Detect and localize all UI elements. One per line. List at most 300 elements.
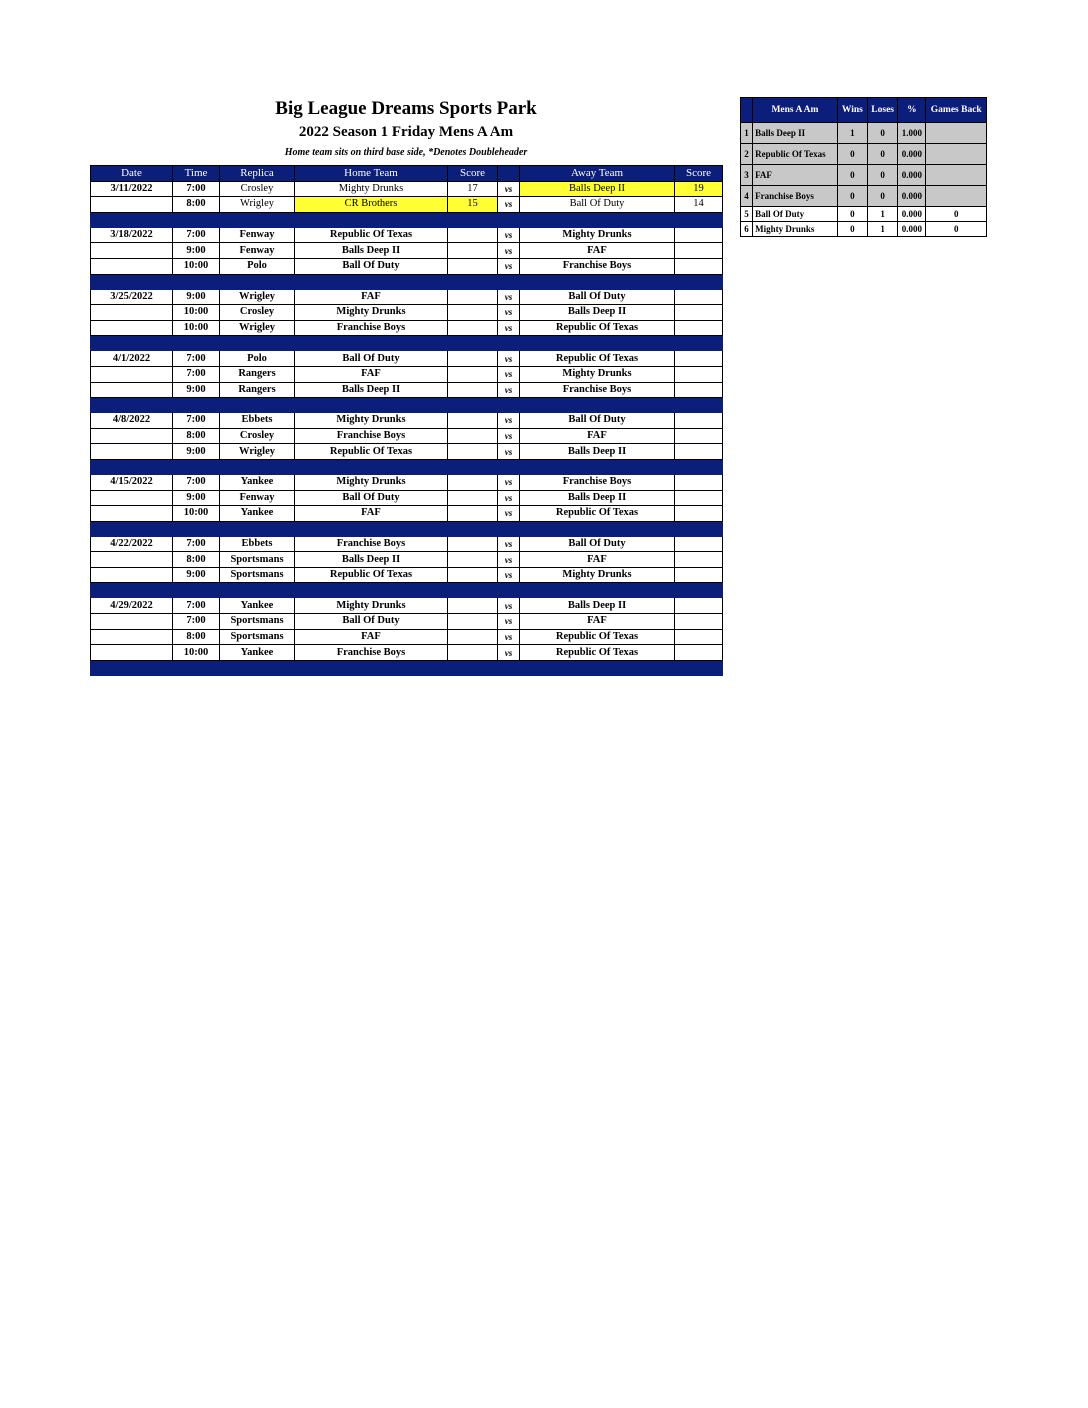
home-score: [448, 506, 498, 522]
separator-cell: [675, 212, 723, 227]
standing-rank: 3: [741, 165, 753, 186]
separator-cell: [173, 274, 220, 289]
schedule-row: [91, 614, 723, 630]
separator-cell: [173, 336, 220, 351]
separator-cell: [520, 336, 675, 351]
game-date: 3/18/2022: [91, 227, 173, 243]
away-team: Balls Deep II: [520, 490, 675, 506]
vs-label: vs: [498, 305, 520, 321]
col-home-team-header: Home Team: [295, 166, 448, 182]
separator-cell: [520, 398, 675, 413]
separator-cell: [675, 274, 723, 289]
away-team: Franchise Boys: [520, 258, 675, 274]
separator-cell: [498, 336, 520, 351]
separator-cell: [91, 459, 173, 474]
game-date: [91, 258, 173, 274]
game-date: [91, 243, 173, 259]
col-away-team-header: Away Team: [520, 166, 675, 182]
vs-label: vs: [498, 629, 520, 645]
game-date: [91, 614, 173, 630]
game-date: [91, 428, 173, 444]
game-date: [91, 506, 173, 522]
separator-cell: [448, 398, 498, 413]
game-time: 9:00: [173, 382, 220, 398]
away-team: Balls Deep II: [520, 444, 675, 460]
separator-cell: [91, 521, 173, 536]
game-replica: Fenway: [220, 227, 295, 243]
home-team: Mighty Drunks: [295, 181, 448, 197]
standing-games-back: [926, 144, 987, 165]
standing-rank: 4: [741, 186, 753, 207]
standing-rank: 5: [741, 207, 753, 222]
separator-cell: [173, 459, 220, 474]
standing-wins: 0: [837, 186, 867, 207]
standing-team: FAF: [753, 165, 838, 186]
away-score: [675, 490, 723, 506]
schedule-row: [91, 552, 723, 568]
home-team: FAF: [295, 289, 448, 305]
away-team: Ball Of Duty: [520, 197, 675, 213]
vs-label: vs: [498, 197, 520, 213]
separator-cell: [498, 660, 520, 675]
away-score: 14: [675, 197, 723, 213]
away-team: Franchise Boys: [520, 382, 675, 398]
home-score: [448, 351, 498, 367]
game-date: [91, 305, 173, 321]
separator-cell: [448, 660, 498, 675]
vs-label: vs: [498, 351, 520, 367]
separator-cell: [173, 521, 220, 536]
away-team: Mighty Drunks: [520, 227, 675, 243]
standing-games-back: [926, 123, 987, 144]
home-score: [448, 428, 498, 444]
away-score: [675, 614, 723, 630]
game-time: 9:00: [173, 490, 220, 506]
home-score: [448, 320, 498, 336]
vs-label: vs: [498, 614, 520, 630]
schedule-row: [91, 366, 723, 382]
standings-table: [740, 97, 987, 237]
standing-pct: 0.000: [898, 186, 926, 207]
away-team: Ball Of Duty: [520, 536, 675, 552]
home-score: 15: [448, 197, 498, 213]
home-score: 17: [448, 181, 498, 197]
game-date: [91, 444, 173, 460]
vs-label: vs: [498, 382, 520, 398]
away-score: [675, 645, 723, 661]
game-date: 4/15/2022: [91, 474, 173, 490]
away-score: [675, 305, 723, 321]
game-replica: Polo: [220, 351, 295, 367]
col-away-score-header: Score: [675, 166, 723, 182]
standings-row: [741, 186, 987, 207]
game-time: 9:00: [173, 243, 220, 259]
game-date: 4/8/2022: [91, 413, 173, 429]
week-separator-row: [91, 398, 723, 413]
schedule-row: [91, 243, 723, 259]
separator-cell: [675, 398, 723, 413]
separator-cell: [498, 212, 520, 227]
game-time: 10:00: [173, 258, 220, 274]
separator-cell: [675, 336, 723, 351]
game-replica: Sportsmans: [220, 614, 295, 630]
game-date: [91, 197, 173, 213]
separator-cell: [675, 459, 723, 474]
game-time: 8:00: [173, 629, 220, 645]
standing-pct: 0.000: [898, 165, 926, 186]
home-score: [448, 289, 498, 305]
separator-cell: [498, 459, 520, 474]
separator-cell: [448, 459, 498, 474]
vs-label: vs: [498, 320, 520, 336]
separator-cell: [91, 583, 173, 598]
away-team: Republic Of Texas: [520, 629, 675, 645]
separator-cell: [220, 336, 295, 351]
home-team: Ball Of Duty: [295, 351, 448, 367]
vs-label: vs: [498, 444, 520, 460]
schedule-row: [91, 536, 723, 552]
schedule-row: [91, 181, 723, 197]
game-date: [91, 629, 173, 645]
home-team: Republic Of Texas: [295, 567, 448, 583]
week-separator-row: [91, 521, 723, 536]
away-score: [675, 382, 723, 398]
home-team: Franchise Boys: [295, 645, 448, 661]
vs-label: vs: [498, 243, 520, 259]
home-team: Mighty Drunks: [295, 474, 448, 490]
away-score: [675, 227, 723, 243]
away-score: [675, 258, 723, 274]
standings-games-back-header: Games Back: [926, 98, 987, 123]
home-score: [448, 536, 498, 552]
home-score: [448, 598, 498, 614]
separator-cell: [520, 274, 675, 289]
separator-cell: [448, 274, 498, 289]
game-date: [91, 490, 173, 506]
home-team: Balls Deep II: [295, 382, 448, 398]
week-separator-row: [91, 274, 723, 289]
standing-team: Ball Of Duty: [753, 207, 838, 222]
home-team: Mighty Drunks: [295, 598, 448, 614]
game-time: 10:00: [173, 305, 220, 321]
game-time: 10:00: [173, 506, 220, 522]
schedule-note: Home team sits on third base side, *Denotes Doubleheader: [284, 147, 528, 158]
vs-label: vs: [498, 536, 520, 552]
vs-label: vs: [498, 428, 520, 444]
game-time: 7:00: [173, 351, 220, 367]
schedule-table: [90, 165, 723, 676]
standings-loses-header: Loses: [868, 98, 898, 123]
vs-label: vs: [498, 181, 520, 197]
home-score: [448, 413, 498, 429]
separator-cell: [448, 212, 498, 227]
away-score: [675, 629, 723, 645]
away-team: FAF: [520, 552, 675, 568]
separator-cell: [220, 459, 295, 474]
home-score: [448, 645, 498, 661]
home-team: Republic Of Texas: [295, 444, 448, 460]
schedule-row: [91, 629, 723, 645]
home-score: [448, 305, 498, 321]
separator-cell: [448, 336, 498, 351]
game-time: 7:00: [173, 598, 220, 614]
game-time: 7:00: [173, 181, 220, 197]
game-time: 7:00: [173, 474, 220, 490]
home-score: [448, 227, 498, 243]
standing-wins: 1: [837, 123, 867, 144]
schedule-row: [91, 197, 723, 213]
away-score: [675, 552, 723, 568]
schedule-row: [91, 289, 723, 305]
game-time: 9:00: [173, 444, 220, 460]
game-time: 7:00: [173, 413, 220, 429]
game-replica: Wrigley: [220, 444, 295, 460]
schedule-row: [91, 351, 723, 367]
standings-wins-header: Wins: [837, 98, 867, 123]
away-team: FAF: [520, 614, 675, 630]
home-score: [448, 490, 498, 506]
separator-cell: [520, 212, 675, 227]
game-time: 8:00: [173, 552, 220, 568]
standing-rank: 6: [741, 222, 753, 237]
schedule-row: [91, 506, 723, 522]
game-replica: Crosley: [220, 181, 295, 197]
separator-cell: [220, 583, 295, 598]
vs-label: vs: [498, 227, 520, 243]
game-date: [91, 645, 173, 661]
game-date: [91, 567, 173, 583]
col-home-score-header: Score: [448, 166, 498, 182]
schedule-row: [91, 258, 723, 274]
separator-cell: [448, 583, 498, 598]
vs-label: vs: [498, 289, 520, 305]
separator-cell: [173, 212, 220, 227]
away-team: Ball Of Duty: [520, 289, 675, 305]
game-date: 3/25/2022: [91, 289, 173, 305]
away-score: [675, 598, 723, 614]
separator-cell: [91, 336, 173, 351]
separator-cell: [173, 583, 220, 598]
home-score: [448, 629, 498, 645]
separator-cell: [520, 459, 675, 474]
away-score: [675, 506, 723, 522]
game-time: 9:00: [173, 567, 220, 583]
vs-label: vs: [498, 645, 520, 661]
schedule-row: [91, 645, 723, 661]
game-date: 3/11/2022: [91, 181, 173, 197]
standing-wins: 0: [837, 207, 867, 222]
home-team: Franchise Boys: [295, 320, 448, 336]
schedule-row: [91, 444, 723, 460]
vs-label: vs: [498, 490, 520, 506]
separator-cell: [295, 660, 448, 675]
vs-label: vs: [498, 413, 520, 429]
separator-cell: [498, 521, 520, 536]
game-replica: Wrigley: [220, 289, 295, 305]
standings-row: [741, 165, 987, 186]
separator-cell: [91, 398, 173, 413]
standing-pct: 1.000: [898, 123, 926, 144]
standing-games-back: 0: [926, 222, 987, 237]
schedule-row: [91, 320, 723, 336]
separator-cell: [295, 336, 448, 351]
game-time: 10:00: [173, 320, 220, 336]
schedule-row: [91, 382, 723, 398]
game-replica: Rangers: [220, 382, 295, 398]
schedule-row: [91, 490, 723, 506]
separator-cell: [520, 660, 675, 675]
separator-cell: [498, 398, 520, 413]
schedule-row: [91, 305, 723, 321]
home-team: Franchise Boys: [295, 536, 448, 552]
game-date: 4/1/2022: [91, 351, 173, 367]
page-title: Big League Dreams Sports Park: [275, 98, 537, 119]
separator-cell: [675, 660, 723, 675]
standing-wins: 0: [837, 165, 867, 186]
separator-cell: [220, 212, 295, 227]
week-separator-row: [91, 212, 723, 227]
away-team: Mighty Drunks: [520, 366, 675, 382]
home-team: CR Brothers: [295, 197, 448, 213]
away-team: Franchise Boys: [520, 474, 675, 490]
game-time: 8:00: [173, 428, 220, 444]
home-team: Republic Of Texas: [295, 227, 448, 243]
game-replica: Ebbets: [220, 413, 295, 429]
home-score: [448, 567, 498, 583]
game-time: 7:00: [173, 536, 220, 552]
separator-cell: [91, 212, 173, 227]
standing-loses: 0: [868, 144, 898, 165]
separator-cell: [520, 583, 675, 598]
home-score: [448, 552, 498, 568]
home-score: [448, 382, 498, 398]
week-separator-row: [91, 583, 723, 598]
game-replica: Wrigley: [220, 320, 295, 336]
col-date-header: Date: [91, 166, 173, 182]
game-replica: Yankee: [220, 506, 295, 522]
game-time: 7:00: [173, 227, 220, 243]
separator-cell: [295, 583, 448, 598]
vs-label: vs: [498, 366, 520, 382]
separator-cell: [295, 398, 448, 413]
home-team: FAF: [295, 506, 448, 522]
game-time: 8:00: [173, 197, 220, 213]
standing-loses: 1: [868, 222, 898, 237]
home-score: [448, 243, 498, 259]
game-date: [91, 320, 173, 336]
game-date: [91, 552, 173, 568]
standing-games-back: [926, 186, 987, 207]
home-team: Mighty Drunks: [295, 305, 448, 321]
schedule-row: [91, 598, 723, 614]
separator-cell: [91, 274, 173, 289]
standings-rank-header: [741, 98, 753, 123]
standing-loses: 0: [868, 186, 898, 207]
standing-team: Franchise Boys: [753, 186, 838, 207]
separator-cell: [220, 398, 295, 413]
separator-cell: [295, 274, 448, 289]
away-score: [675, 413, 723, 429]
game-replica: Yankee: [220, 474, 295, 490]
home-score: [448, 366, 498, 382]
away-score: 19: [675, 181, 723, 197]
separator-cell: [498, 274, 520, 289]
standing-wins: 0: [837, 222, 867, 237]
game-time: 10:00: [173, 645, 220, 661]
standing-team: Republic Of Texas: [753, 144, 838, 165]
away-team: Republic Of Texas: [520, 506, 675, 522]
separator-cell: [295, 521, 448, 536]
away-score: [675, 536, 723, 552]
standing-loses: 0: [868, 123, 898, 144]
schedule-row: [91, 428, 723, 444]
separator-cell: [91, 660, 173, 675]
home-score: [448, 444, 498, 460]
vs-label: vs: [498, 258, 520, 274]
game-replica: Ebbets: [220, 536, 295, 552]
away-score: [675, 474, 723, 490]
away-score: [675, 320, 723, 336]
away-score: [675, 444, 723, 460]
home-score: [448, 258, 498, 274]
standings-division-header: Mens A Am: [753, 98, 838, 123]
schedule-row: [91, 567, 723, 583]
standing-team: Mighty Drunks: [753, 222, 838, 237]
standing-pct: 0.000: [898, 144, 926, 165]
game-replica: Yankee: [220, 598, 295, 614]
game-replica: Rangers: [220, 366, 295, 382]
game-replica: Yankee: [220, 645, 295, 661]
week-separator-row: [91, 660, 723, 675]
standing-loses: 0: [868, 165, 898, 186]
away-score: [675, 289, 723, 305]
away-team: Balls Deep II: [520, 181, 675, 197]
separator-cell: [220, 660, 295, 675]
separator-cell: [448, 521, 498, 536]
game-date: 4/22/2022: [91, 536, 173, 552]
vs-label: vs: [498, 567, 520, 583]
game-replica: Crosley: [220, 305, 295, 321]
separator-cell: [173, 660, 220, 675]
away-team: Ball Of Duty: [520, 413, 675, 429]
home-team: Ball Of Duty: [295, 258, 448, 274]
home-team: Ball Of Duty: [295, 490, 448, 506]
game-time: 7:00: [173, 366, 220, 382]
page-subtitle: 2022 Season 1 Friday Mens A Am: [298, 124, 514, 140]
vs-label: vs: [498, 598, 520, 614]
vs-label: vs: [498, 552, 520, 568]
schedule-row: [91, 474, 723, 490]
standing-loses: 1: [868, 207, 898, 222]
away-team: Mighty Drunks: [520, 567, 675, 583]
game-date: [91, 366, 173, 382]
game-time: 7:00: [173, 614, 220, 630]
away-team: Balls Deep II: [520, 305, 675, 321]
separator-cell: [675, 521, 723, 536]
game-replica: Fenway: [220, 490, 295, 506]
away-team: Balls Deep II: [520, 598, 675, 614]
separator-cell: [675, 583, 723, 598]
standings-pct-header: %: [898, 98, 926, 123]
col-replica-header: Replica: [220, 166, 295, 182]
vs-label: vs: [498, 506, 520, 522]
vs-label: vs: [498, 474, 520, 490]
standing-games-back: [926, 165, 987, 186]
standing-wins: 0: [837, 144, 867, 165]
away-team: Republic Of Texas: [520, 645, 675, 661]
col-vs-header: [498, 166, 520, 182]
standing-pct: 0.000: [898, 222, 926, 237]
